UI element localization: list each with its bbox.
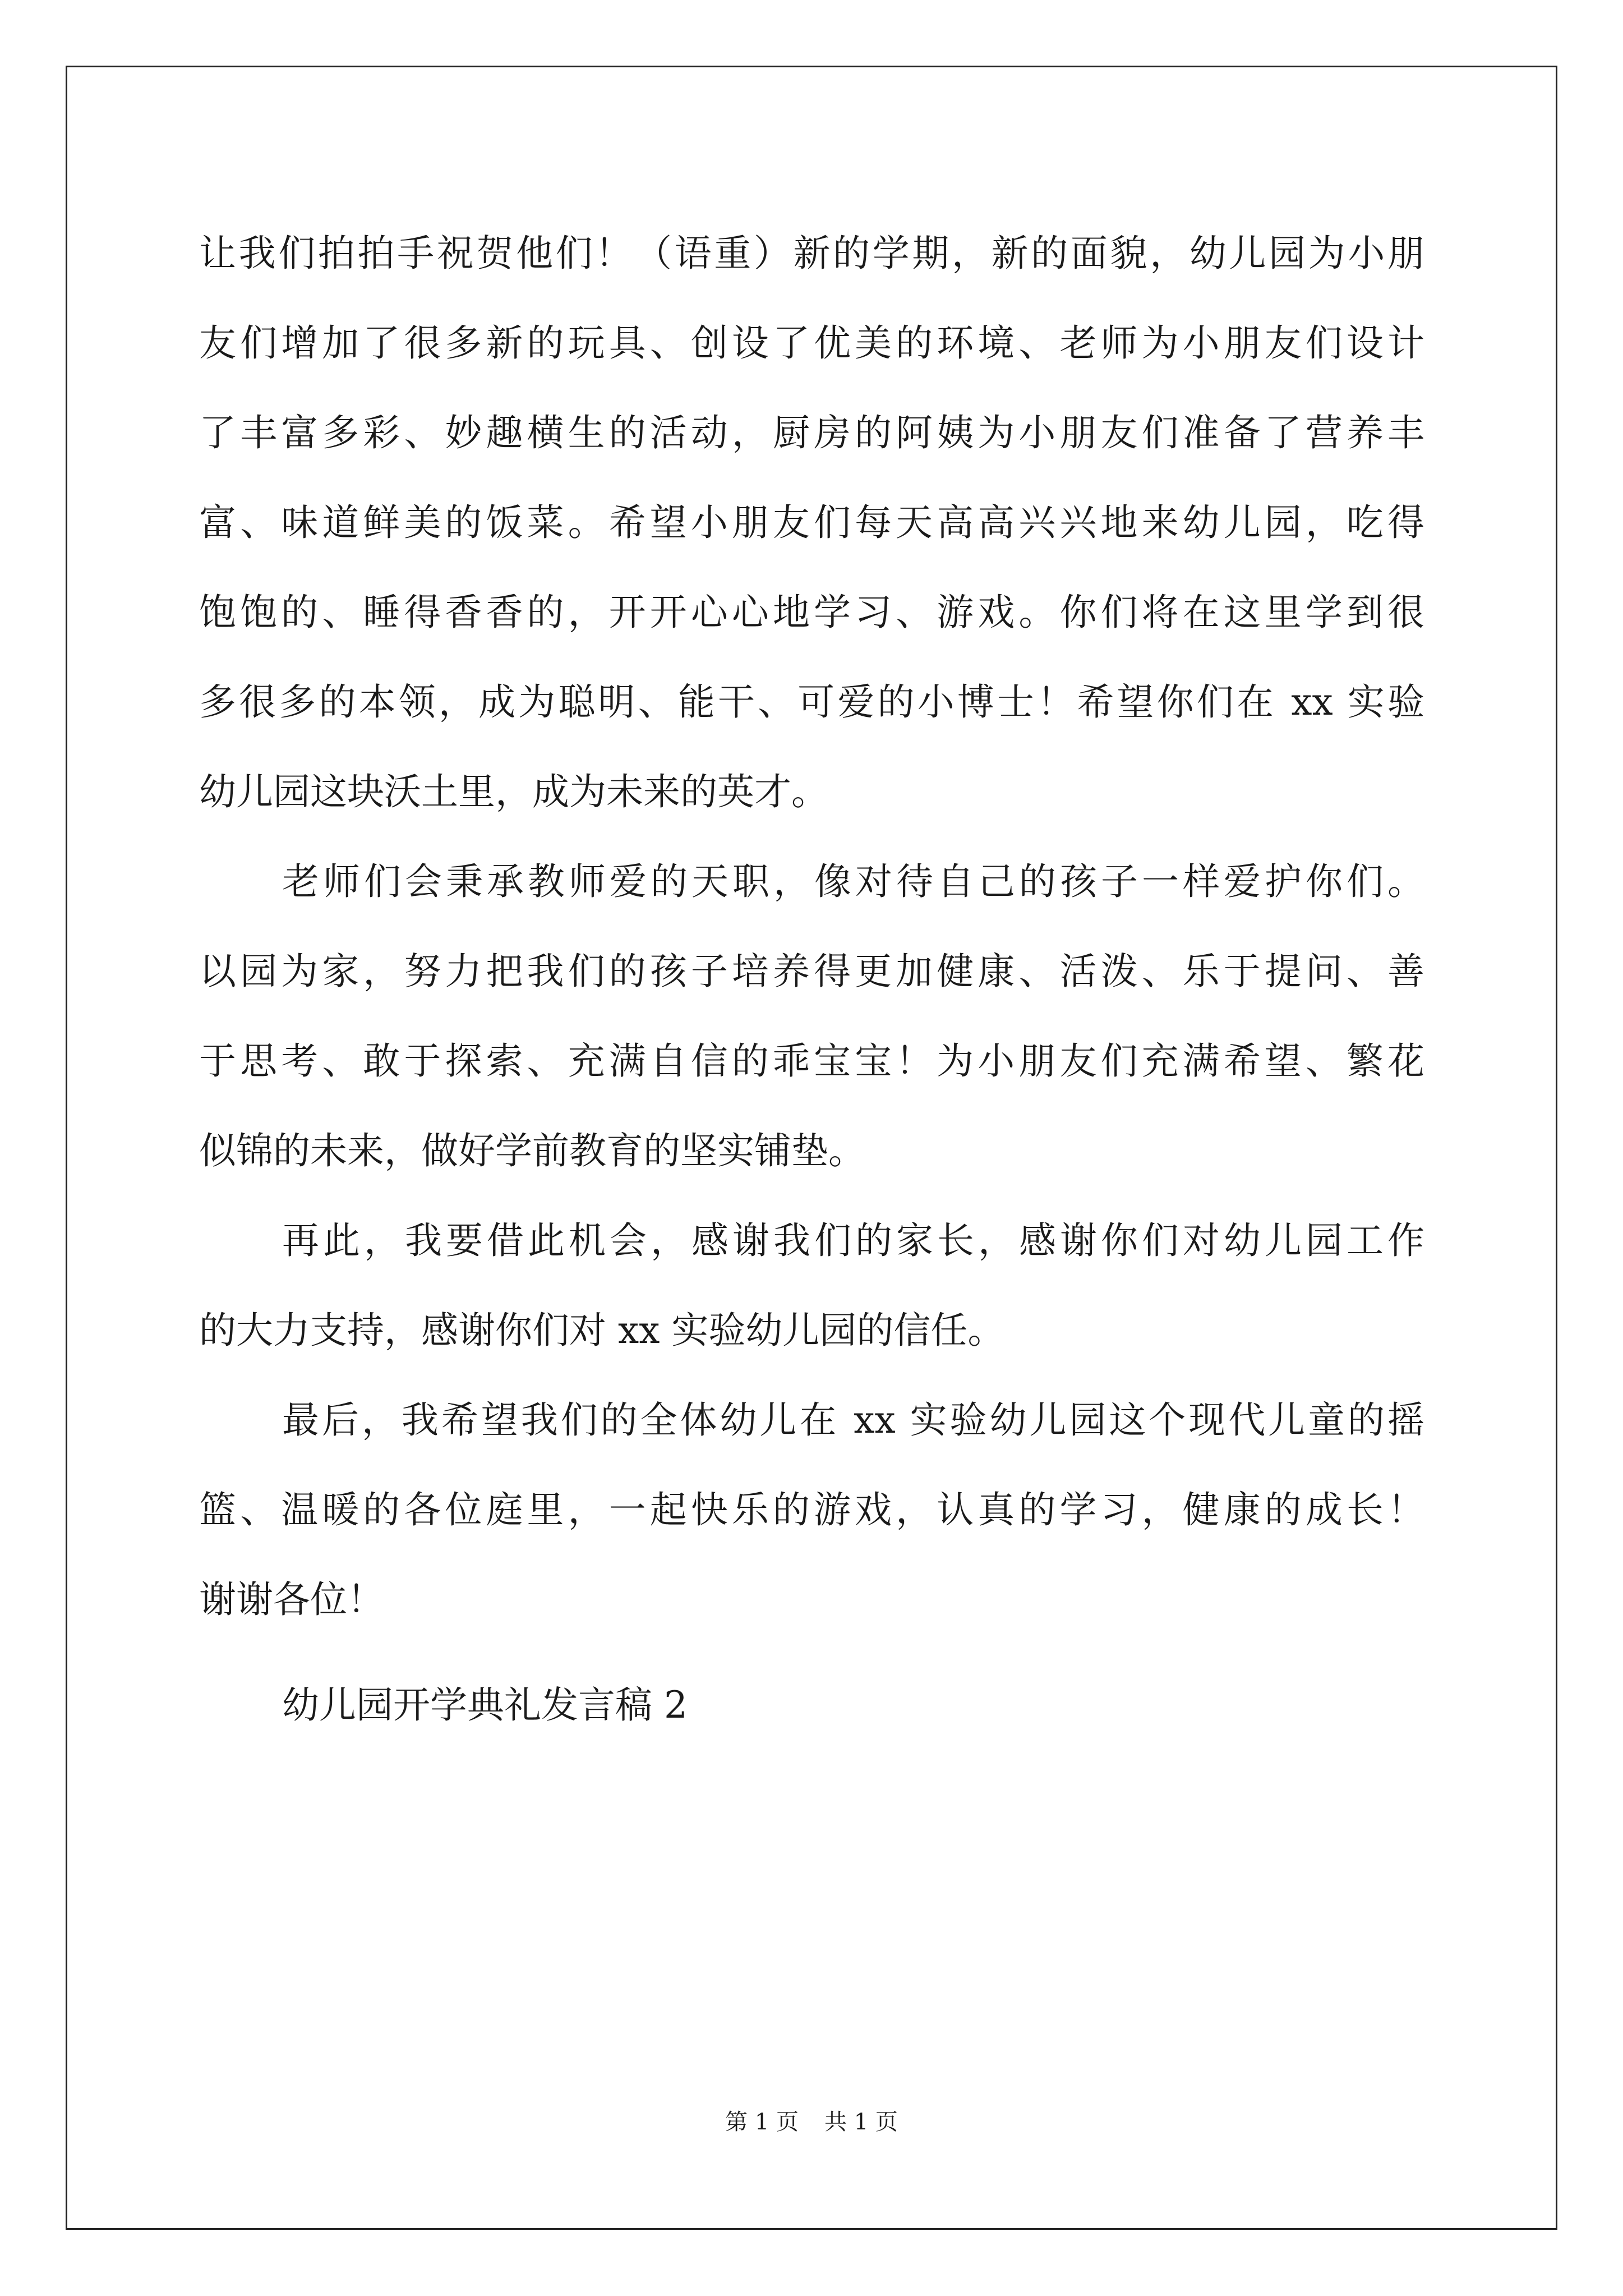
page-total: 共 1 页 xyxy=(824,2109,898,2135)
text-line: 以园为家，努力把我们的孩子培养得更加健康、活泼、乐于提问、善 xyxy=(199,950,1424,993)
text-line: 再此，我要借此机会，感谢我们的家长，感谢你们对幼儿园工作 xyxy=(282,1219,1424,1262)
page-footer xyxy=(0,2108,1623,2136)
text-line: 似锦的未来，做好学前教育的坚实铺垫。 xyxy=(199,1129,865,1172)
text-line: 于思考、敢于探索、充满自信的乖宝宝！为小朋友们充满希望、繁花 xyxy=(199,1039,1424,1083)
document-body xyxy=(199,209,1424,1750)
text-line: 饱饱的、睡得香香的，开开心心地学习、游戏。你们将在这里学到很 xyxy=(199,591,1424,634)
text-line: 富、味道鲜美的饭菜。希望小朋友们每天高高兴兴地来幼儿园，吃得 xyxy=(199,501,1424,544)
text-line: 了丰富多彩、妙趣横生的活动，厨房的阿姨为小朋友们准备了营养丰 xyxy=(199,411,1424,454)
section-heading: 幼儿园开学典礼发言稿 2 xyxy=(282,1683,688,1727)
text-line: 最后，我希望我们的全体幼儿在 xx 实验幼儿园这个现代儿童的摇 xyxy=(282,1398,1424,1442)
text-line: 的大力支持，感谢你们对 xx 实验幼儿园的信任。 xyxy=(199,1309,1005,1352)
paragraph-4 xyxy=(199,1375,1424,1645)
text-line: 多很多的本领，成为聪明、能干、可爱的小博士！希望你们在 xx 实验 xyxy=(199,680,1424,724)
text-line: 篮、温暖的各位庭里，一起快乐的游戏，认真的学习，健康的成长！ xyxy=(199,1488,1424,1531)
text-line: 老师们会秉承教师爱的天职，像对待自己的孩子一样爱护你们。 xyxy=(282,860,1424,903)
page-number: 第 1 页 xyxy=(725,2109,799,2135)
paragraph-2 xyxy=(199,837,1424,1196)
paragraph-1 xyxy=(199,209,1424,837)
paragraph-3 xyxy=(199,1196,1424,1375)
text-line: 幼儿园这块沃土里，成为未来的英才。 xyxy=(199,770,828,813)
text-line: 友们增加了很多新的玩具、创设了优美的环境、老师为小朋友们设计 xyxy=(199,321,1424,365)
text-line: 谢谢各位！ xyxy=(199,1578,384,1621)
text-line: 让我们拍拍手祝贺他们！（语重）新的学期，新的面貌，幼儿园为小朋 xyxy=(199,232,1424,275)
